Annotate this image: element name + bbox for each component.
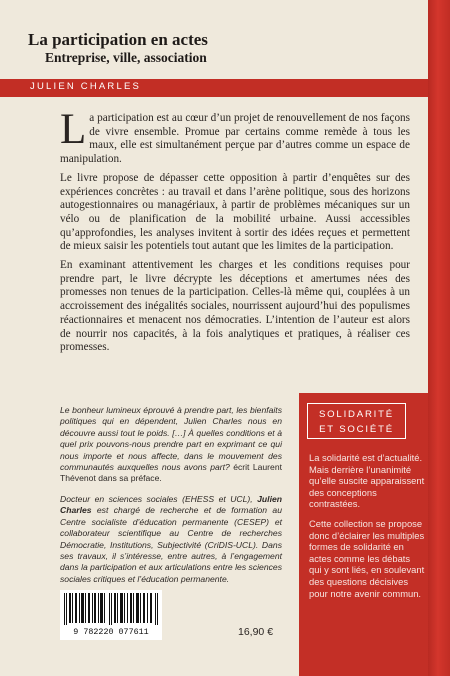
collection-paragraph-1: La solidarité est d’actualité. Mais derrière l’unanimité qu’elle suscite apparaissent des conceptions contrastées. [309, 452, 425, 510]
bio-lead: Docteur en sciences sociales (EHESS et UCL), [60, 494, 258, 504]
author-band [0, 79, 428, 97]
book-title: La participation en actes [28, 30, 208, 49]
collection-description [309, 452, 425, 607]
paragraph-intro-text: a participation est au cœur d’un projet de renouvellement de nos façons de vivre ensemble. Promue par certains comme remède à tous les maux, elle est simultanément perçue par d’autres comme un espace de manipulation. [60, 112, 410, 166]
paragraph-2: Le livre propose de dépasser cette opposition à partir d’enquêtes sur des expériences concrètes : au travail et dans l’arène politique, sous des horizons autogestionnaires ou managériaux, à partir de problèmes mécaniques sur un vélo ou de planification de la mobilité urbaine. Aussi accessibles qu’approfondies, les analyses invitent à sortir des idées reçues et permettent de mieux saisir les potentiels tout autant que les limites de la participation. [60, 171, 410, 253]
main-description [60, 106, 410, 360]
quote-text: Le bonheur lumineux éprouvé à prendre part, les bienfaits politiques qui en dépendent, Julien Charles nous en découvre aussi tout le poids. […] À quelles conditions et à quel prix pouvons-nous prendre part en exprimant ce qui nous importe et nous affecte, dans le mouvement des communautés auxquelles nous avons part? [60, 405, 282, 473]
book-spine [428, 0, 450, 676]
title-block [28, 30, 208, 66]
collection-title-line-2: ET SOCIÉTÉ [319, 424, 394, 435]
collection-paragraph-2: Cette collection se propose donc d’éclairer les multiples formes de solidarité en actes comme les débats qui y sont liés, en soulevant des questions décisives pour notre avenir commun. [309, 517, 425, 599]
paragraph-3: En examinant attentivement les charges et les conditions requises pour prendre part, le livre décrypte les déceptions et amertumes nées des promesses non tenues de la participation. Celles-là même qui, couplées à un accroissement des inégalités sociales, nourrissent aujourd’hui des populismes réactionnaires et menacent nos démocraties. L’intention de l’auteur est alors de nourrir nos capacités, à la fois analytiques et pratiques, à réaliser ces promesses. [60, 259, 410, 354]
isbn-barcode [60, 590, 162, 640]
book-subtitle: Entreprise, ville, association [45, 50, 207, 65]
collection-panel [299, 393, 428, 676]
bio-name: Julien Charles [60, 494, 282, 516]
author-bio [60, 494, 282, 585]
bio-rest: est chargé de recherche et de formation au Centre socialiste d’éducation permanente (CESEP) et collaborateur scientifique au Centre de recherches Démocratie, Institutions, Subjectivité (CriDIS-UCL). Dans ses travaux, il s’intéresse, entre autres, à l’engagement dans la participation et aux articulations entre les sciences sociales critiques et l’éducation permanente. [60, 505, 282, 584]
quote-attribution: écrit Laurent Thévenot dans sa préface. [60, 462, 282, 484]
paragraph-intro [60, 106, 410, 167]
preface-quote [60, 405, 282, 485]
drop-cap: L [60, 106, 87, 153]
barcode-lines-icon [64, 593, 158, 625]
collection-title [307, 403, 406, 439]
collection-title-line-1: SOLIDARITÉ [318, 409, 395, 420]
price: 16,90 € [238, 626, 274, 638]
isbn-digits: 9 782220 077611 [73, 627, 149, 637]
author-name: JULIEN CHARLES [30, 81, 142, 92]
